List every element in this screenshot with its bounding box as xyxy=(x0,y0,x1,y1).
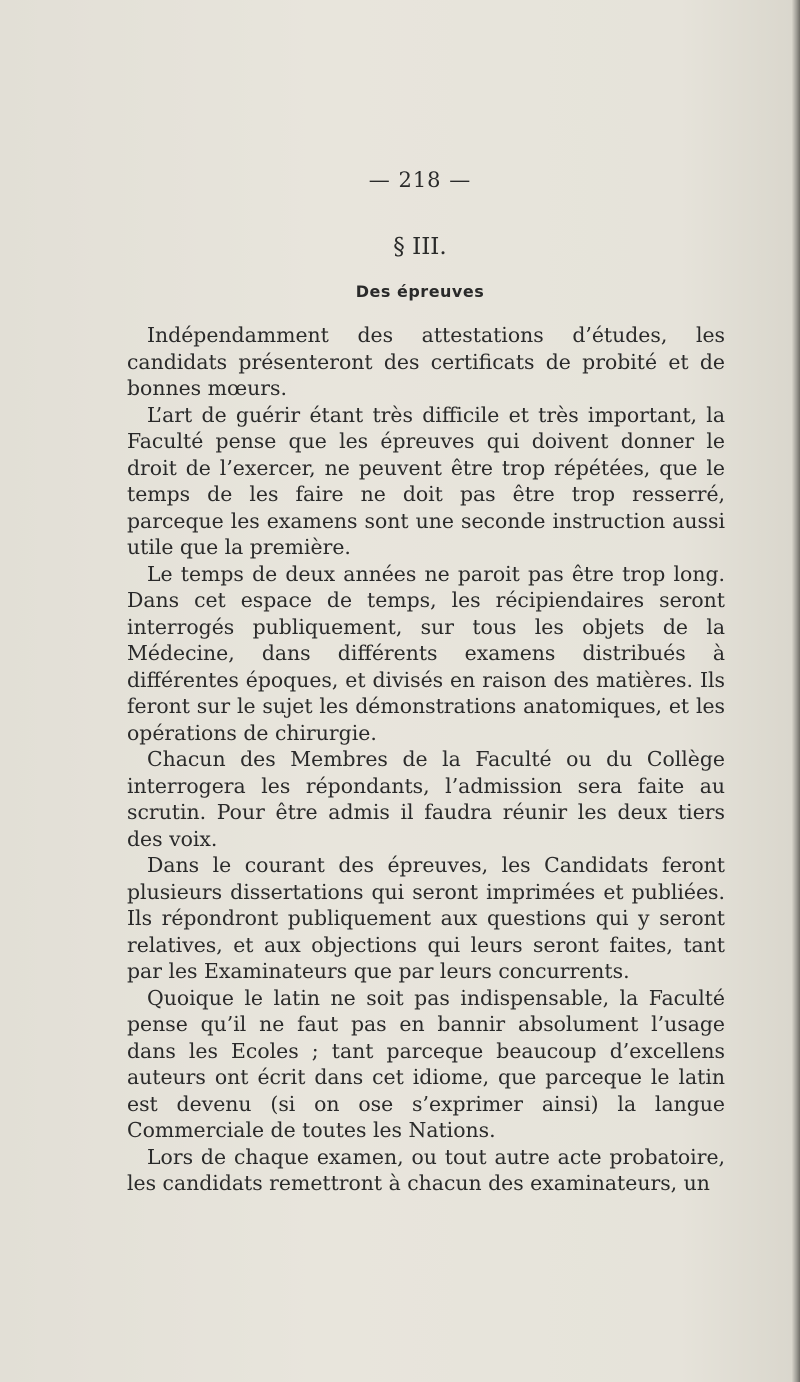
paragraph: L’art de guérir étant très difficile et très important, la Faculté pense que les épreuves qui doivent donner le droit de l’exercer, ne peuvent être trop répétées, que le temps de les faire ne doit pas être trop resserré, parceque les examens sont une seconde instruction aussi utile que la première. xyxy=(127,402,725,559)
paragraph: Lors de chaque examen, ou tout autre acte probatoire, les candidats remettront à chacun des examinateurs, un xyxy=(127,1144,725,1195)
paragraph: Dans le courant des épreuves, les Candidats feront plusieurs dissertations qui seront imprimées et publiées. Ils répondront publiquement aux questions qui y seront relatives, et aux objections qui leurs seront faites, tant par les Examinateurs que par leurs concurrents. xyxy=(127,853,725,983)
body-text xyxy=(127,322,725,1197)
page-edge-shadow xyxy=(792,0,800,1382)
section-number: § III. xyxy=(393,234,447,260)
section-title: Des épreuves xyxy=(355,282,485,301)
paragraph: Le temps de deux années ne paroit pas être trop long. Dans cet espace de temps, les récipiendaires seront interrogés publiquement, sur tous les objets de la Médecine, dans différents examens distribués à différentes époques, et divisés en raison des matières. Ils feront sur le sujet les démonstrations anatomiques, et les opérations de chirurgie. xyxy=(127,561,725,745)
page-number: — 218 — xyxy=(368,168,472,192)
paragraph: Chacun des Membres de la Faculté ou du Collège interrogera les répondants, l’admission sera faite au scrutin. Pour être admis il faudra réunir les deux tiers des voix. xyxy=(127,747,725,851)
paragraph: Quoique le latin ne soit pas indispensable, la Faculté pense qu’il ne faut pas en bannir absolument l’usage dans les Ecoles ; tant parceque beaucoup d’excellens auteurs ont écrit dans cet idiome, que parceque le latin est devenu (si on ose s’exprimer ainsi) la langue Commerciale de toutes les Nations. xyxy=(127,985,725,1142)
paragraph: Indépendamment des attestations d’études, les candidats présenteront des certificats de probité et de bonnes mœurs. xyxy=(127,323,725,400)
